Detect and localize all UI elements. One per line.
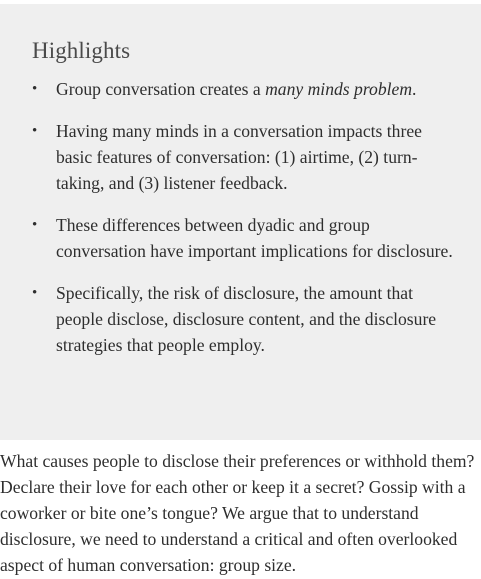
list-item-text: These differences between dyadic and group conversation have important implications for disclosure. xyxy=(56,215,453,261)
highlights-box xyxy=(0,4,481,440)
body-paragraph: What causes people to disclose their preferences or withhold them? Declare their love for each other or keep it a secret? Gossip with a coworker or bite one’s tongue? We argue that to understand disclosure, we need to understand a critical and often overlooked aspect of human conversation: group size. xyxy=(0,451,475,575)
list-item xyxy=(32,76,461,102)
list-item-text-end: . xyxy=(412,79,417,99)
bullet-icon: • xyxy=(32,217,38,233)
bullet-icon: • xyxy=(32,123,38,139)
list-item-text: Group conversation creates a xyxy=(56,79,266,99)
list-item-text: Having many minds in a conversation impacts three basic features of conversation: (1) airtime, (2) turn-taking, and (3) listener feedback. xyxy=(56,121,422,193)
list-item-emphasis: many minds problem xyxy=(265,79,413,99)
highlights-title: Highlights xyxy=(32,38,131,63)
bullet-icon: • xyxy=(32,81,38,97)
highlights-list xyxy=(32,76,461,358)
list-item xyxy=(32,212,461,264)
list-item xyxy=(32,280,461,358)
list-item xyxy=(32,118,461,196)
bullet-icon: • xyxy=(32,285,38,301)
list-item-text: Specifically, the risk of disclosure, the amount that people disclose, disclosure content, and the disclosure strategies that people employ. xyxy=(56,283,437,355)
